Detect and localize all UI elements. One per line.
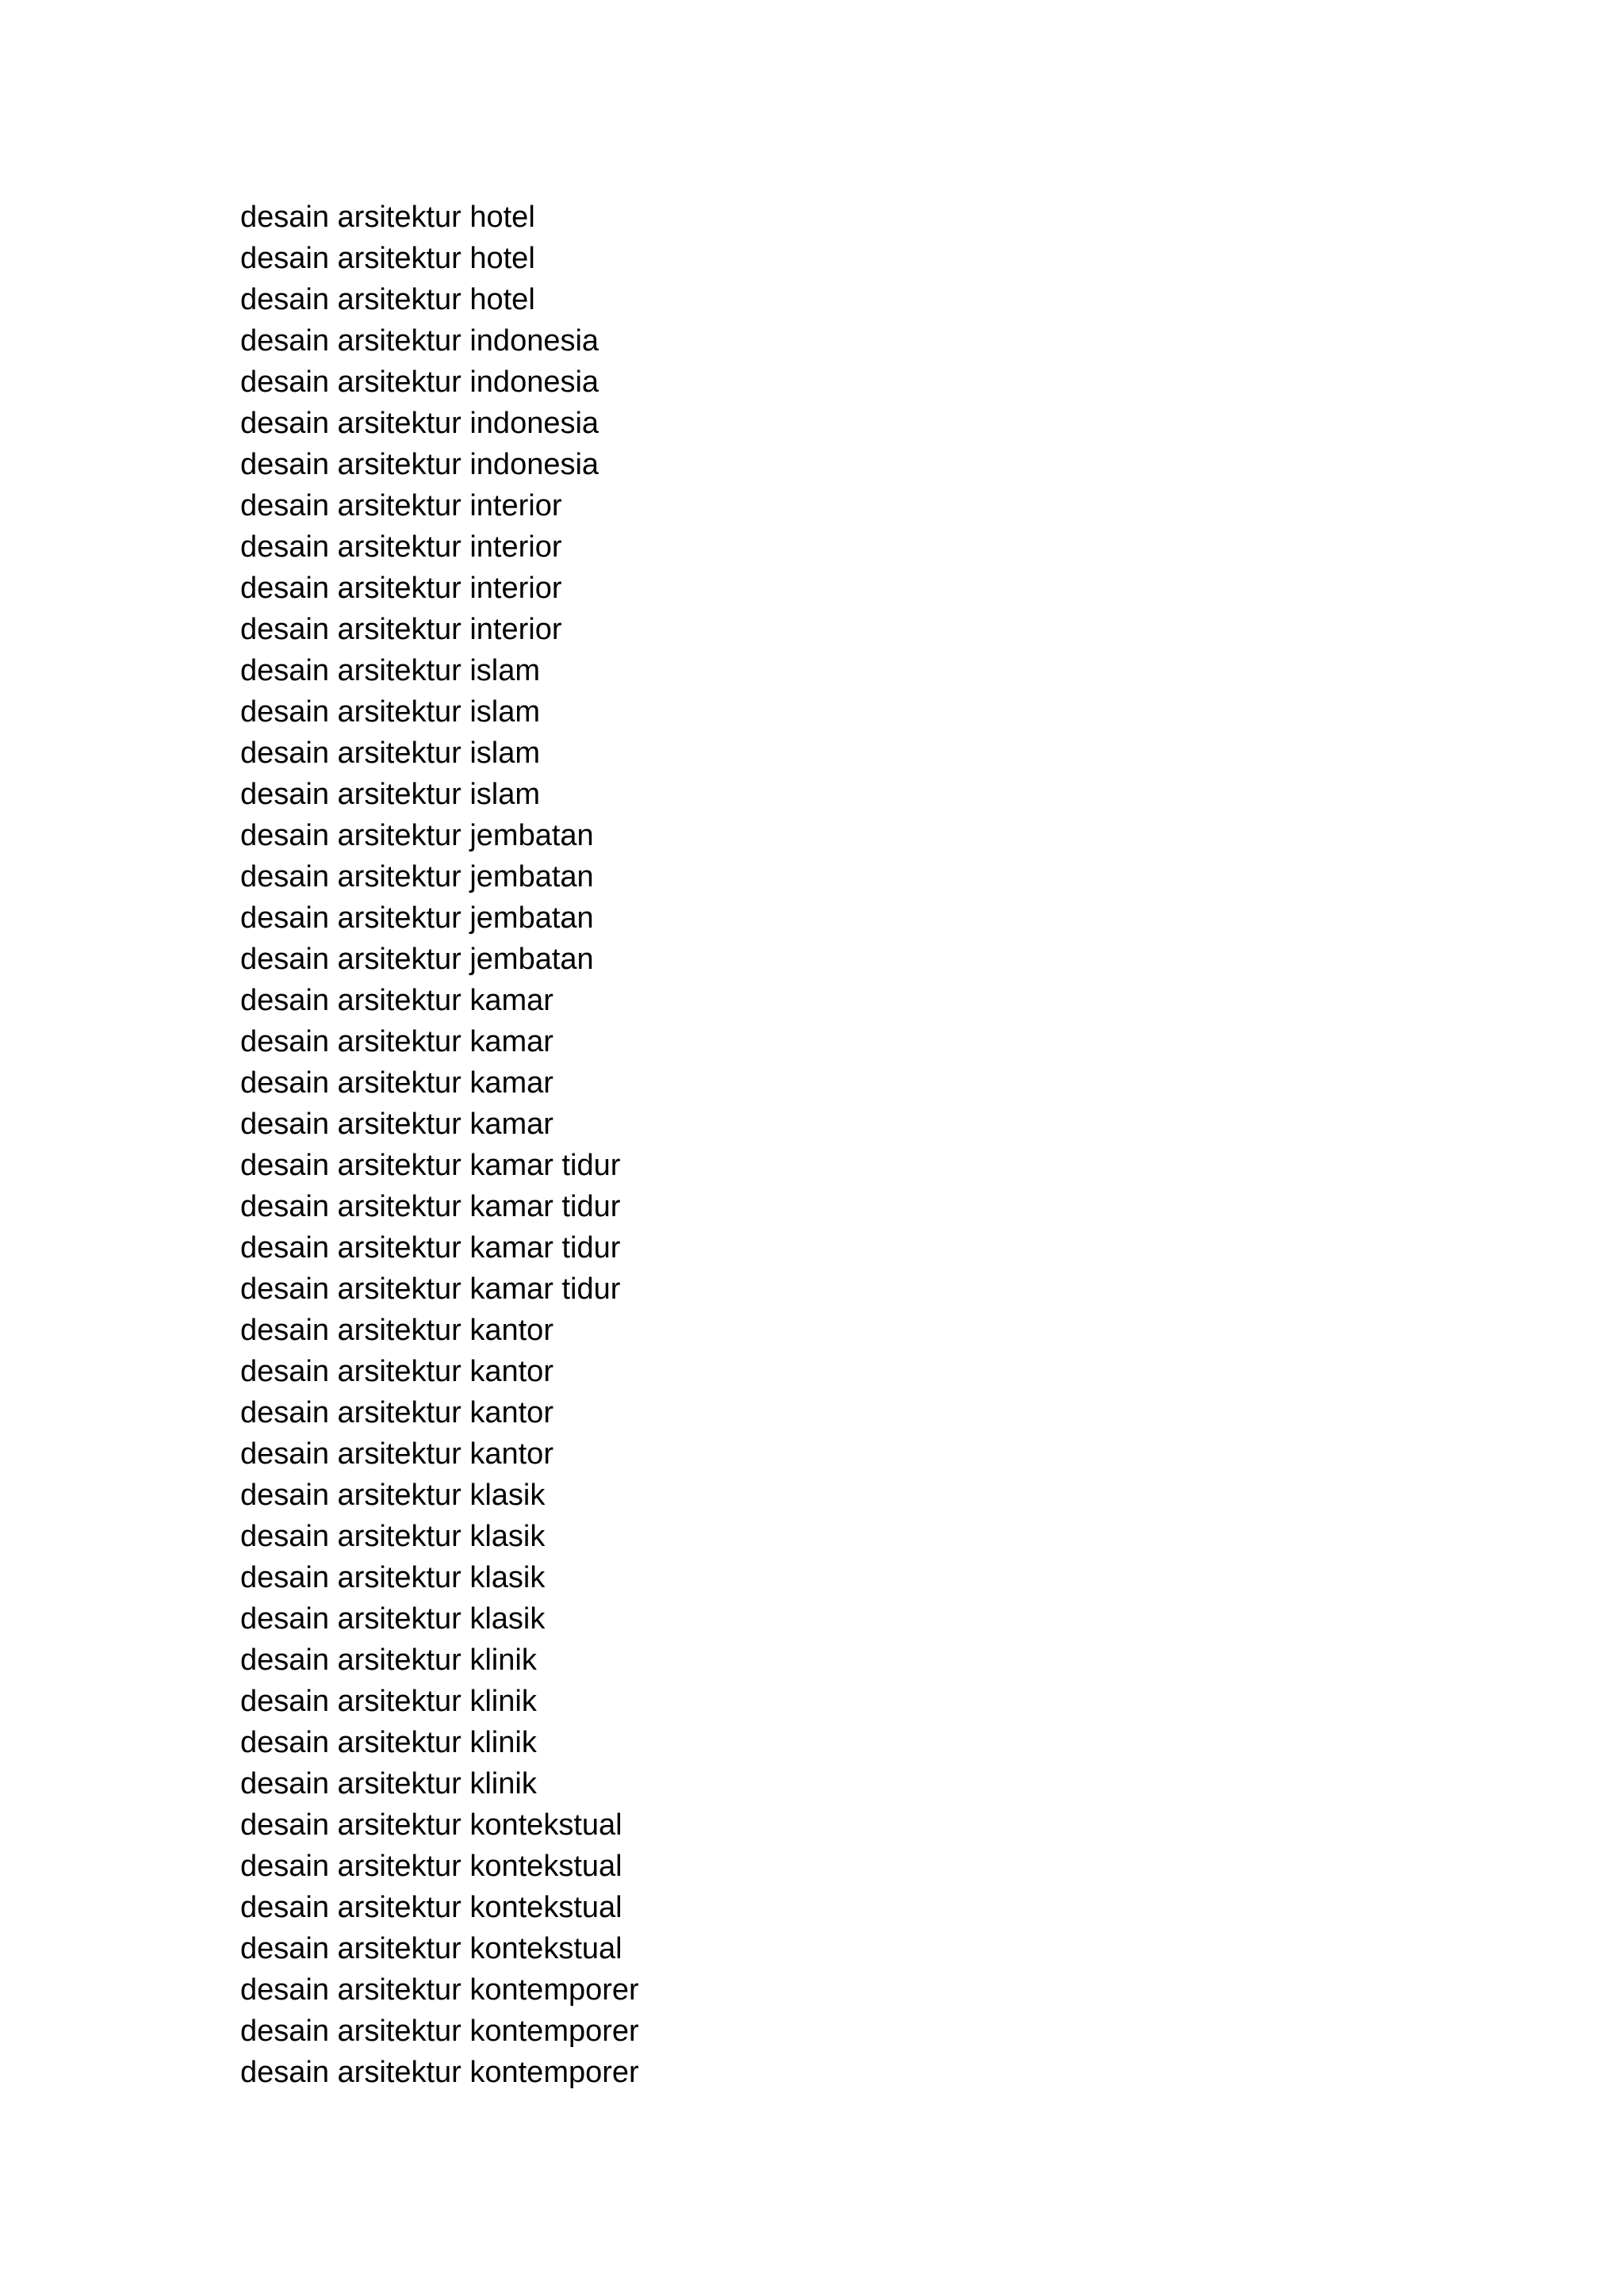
text-line: desain arsitektur jembatan [240,943,594,976]
text-line: desain arsitektur kamar [240,1108,553,1141]
text-line: desain arsitektur klinik [240,1726,537,1759]
text-line: desain arsitektur kamar tidur [240,1231,621,1265]
text-line: desain arsitektur kamar [240,984,553,1017]
text-line: desain arsitektur kontekstual [240,1808,622,1842]
text-line: desain arsitektur jembatan [240,860,594,894]
text-line: desain arsitektur kantor [240,1396,553,1429]
text-line: desain arsitektur jembatan [240,819,594,852]
text-line: desain arsitektur interior [240,530,562,564]
text-line: desain arsitektur interior [240,489,562,522]
text-line: desain arsitektur kontekstual [240,1932,622,1965]
text-line: desain arsitektur kontemporer [240,2056,639,2089]
text-line: desain arsitektur islam [240,778,541,811]
text-line: desain arsitektur kamar tidur [240,1272,621,1306]
text-line: desain arsitektur interior [240,572,562,605]
text-line: desain arsitektur kontemporer [240,1973,639,2007]
text-line: desain arsitektur klasik [240,1602,546,1636]
text-line: desain arsitektur klasik [240,1561,546,1594]
text-line: desain arsitektur islam [240,737,541,770]
text-line: desain arsitektur hotel [240,283,535,316]
text-line: desain arsitektur klasik [240,1520,546,1553]
text-line: desain arsitektur islam [240,695,541,729]
text-line: desain arsitektur kantor [240,1314,553,1347]
text-line: desain arsitektur kantor [240,1355,553,1388]
text-line: desain arsitektur indonesia [240,324,599,358]
text-line: desain arsitektur hotel [240,201,535,234]
text-line: desain arsitektur indonesia [240,448,599,481]
text-line: desain arsitektur interior [240,613,562,646]
text-line: desain arsitektur kamar tidur [240,1149,621,1182]
text-line: desain arsitektur kontekstual [240,1891,622,1924]
text-line: desain arsitektur klinik [240,1644,537,1677]
text-line: desain arsitektur klinik [240,1685,537,1718]
text-line: desain arsitektur kontemporer [240,2015,639,2048]
text-line: desain arsitektur kamar [240,1025,553,1058]
text-line: desain arsitektur kamar tidur [240,1190,621,1223]
keyword-list [240,197,639,2093]
text-line: desain arsitektur indonesia [240,365,599,399]
text-line: desain arsitektur kontekstual [240,1850,622,1883]
text-line: desain arsitektur hotel [240,242,535,275]
text-line: desain arsitektur klinik [240,1767,537,1800]
text-line: desain arsitektur islam [240,654,541,687]
text-line: desain arsitektur kantor [240,1437,553,1471]
text-line: desain arsitektur kamar [240,1066,553,1100]
text-line: desain arsitektur jembatan [240,901,594,935]
text-line: desain arsitektur klasik [240,1479,546,1512]
text-line: desain arsitektur indonesia [240,407,599,440]
